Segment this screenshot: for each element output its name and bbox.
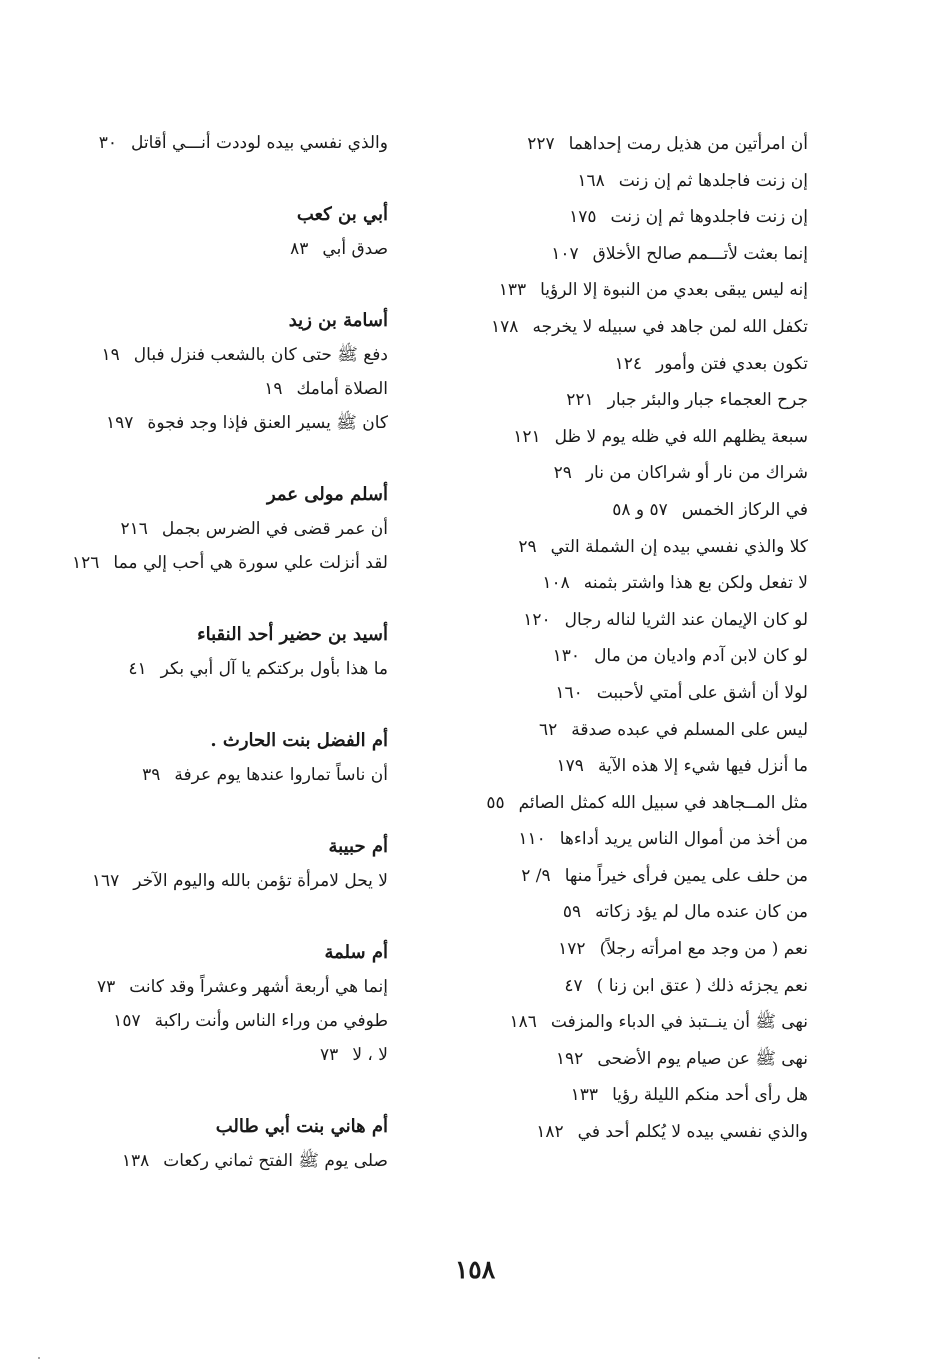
entry-page-ref: ٤٧ — [564, 975, 583, 996]
entry-text: كان ﷺ يسير العنق فإذا وجد فجوة — [147, 413, 388, 433]
entry-text: سبعة يظلهم الله في ظله يوم لا ظل — [554, 426, 808, 447]
section-gap — [58, 898, 388, 936]
index-entry — [478, 675, 808, 712]
entry-page-ref: ١٧٩ — [556, 756, 584, 777]
entry-page-ref: ١٩ — [264, 379, 283, 399]
index-entry — [58, 232, 388, 266]
entry-text: الصلاة أمامك — [296, 379, 388, 399]
entry-page-ref: ٨٣ — [290, 239, 309, 259]
entry-text: طوفي من وراء الناس وأنت راكبة — [154, 1011, 388, 1031]
index-entry — [58, 652, 388, 686]
entry-page-ref: ١٣٣ — [498, 280, 527, 301]
entry-text: إنما هي أربعة أشهر وعشراً وقد كانت — [129, 977, 388, 997]
entry-text: أن امرأتين من هذيل رمت إحداهما — [568, 134, 808, 154]
entry-page-ref: ١٣٨ — [121, 1151, 150, 1171]
index-entry — [478, 309, 808, 346]
entry-page-ref: ١٢٠ — [523, 609, 551, 630]
index-entry — [478, 821, 808, 858]
entry-text: والذي نفسي بيده لا يُكلم أحد في — [577, 1122, 808, 1143]
entry-page-ref: ١٧٨ — [491, 316, 519, 337]
index-entry — [478, 382, 808, 419]
index-entry — [478, 931, 808, 968]
entry-page-ref: ٩/ ٢ — [521, 865, 551, 886]
entry-page-ref: ١٠٧ — [551, 243, 579, 264]
index-entry — [478, 455, 808, 492]
section-gap — [58, 160, 388, 198]
index-entry — [478, 565, 808, 602]
entry-page-ref: ٢٢٧ — [527, 134, 555, 154]
section-gap — [58, 1072, 388, 1110]
entry-text: لو كان لابن آدم واديان من مال — [594, 646, 808, 667]
entry-page-ref: ١٧٥ — [569, 207, 597, 228]
entry-text: مثل المــجاهد في سبيل الله كمثل الصائم — [518, 792, 808, 813]
entry-page-ref: ١٠٨ — [542, 573, 570, 594]
entry-page-ref: ١٧٢ — [558, 939, 586, 960]
narrator-heading: أم هاني بنت أبي طالب — [215, 1116, 388, 1137]
index-entry — [478, 602, 808, 639]
entry-text: لا تفعل ولكن بع هذا واشتر بثمنه — [583, 573, 808, 594]
entry-page-ref: ٣٩ — [142, 765, 161, 785]
entry-text: لا ، لا — [352, 1045, 388, 1065]
entry-page-ref: ١٦٨ — [577, 170, 605, 191]
index-entry — [478, 163, 808, 200]
entry-text: ما أنزل فيها شيء إلا هذه الآية — [597, 756, 808, 777]
entry-page-ref: ٤١ — [128, 659, 147, 679]
entry-page-ref: ٢١٦ — [120, 519, 148, 539]
index-entry — [478, 1041, 808, 1078]
narrator-heading: أسلم مولى عمر — [266, 484, 388, 505]
entry-text: جرح العجماء جبار والبئر جبار — [607, 390, 808, 411]
entry-page-ref: ١٢٦ — [72, 553, 100, 573]
index-entry — [478, 1004, 808, 1041]
narrator-heading: أم الفضل بنت الحارث . — [210, 730, 388, 751]
entry-page-ref: ٧٣ — [320, 1045, 339, 1065]
index-entry — [478, 419, 808, 456]
index-entry — [58, 338, 388, 372]
entry-page-ref: ٢٩ — [518, 536, 537, 557]
index-entry — [478, 968, 808, 1005]
entry-text: من أخذ من أموال الناس يريد أداءها — [559, 829, 808, 850]
index-entry — [478, 1077, 808, 1114]
left-column — [58, 126, 388, 1178]
index-entry — [478, 492, 808, 529]
entry-page-ref: ٥٧ و ٥٨ — [612, 499, 668, 520]
section-gap — [58, 580, 388, 618]
right-column — [478, 126, 808, 1151]
entry-text: لولا أن أشق على أمتي لأحببت — [596, 682, 808, 703]
entry-text: تكفل الله لمن جاهد في سبيله لا يخرجه — [532, 316, 808, 337]
entry-page-ref: ١٨٦ — [509, 1012, 537, 1033]
entry-text: هل رأى أحد منكم الليلة رؤيا — [612, 1085, 808, 1106]
scan-speck — [38, 1357, 40, 1359]
entry-page-ref: ١٣٠ — [552, 646, 581, 667]
entry-page-ref: ١٢١ — [513, 426, 541, 447]
entry-page-ref: ٣٠ — [98, 133, 117, 153]
entry-text: تكون بعدي فتن وأمور — [656, 353, 808, 374]
entry-page-ref: ٢٢١ — [566, 390, 594, 411]
index-entry — [58, 372, 388, 406]
entry-page-ref: ١٦٧ — [91, 871, 120, 891]
entry-text: ما هذا بأول بركتكم يا آل أبي بكر — [160, 659, 388, 679]
index-entry — [58, 1144, 388, 1178]
entry-page-ref: ٢٩ — [553, 463, 572, 484]
index-entry — [478, 638, 808, 675]
entry-page-ref: ١٩٢ — [555, 1048, 584, 1069]
index-entry — [58, 1004, 388, 1038]
index-entry — [478, 272, 808, 309]
entry-text: أن عمر قضى في الضرس بجمل — [161, 519, 388, 539]
index-entry — [478, 236, 808, 273]
index-entry — [58, 864, 388, 898]
entry-page-ref: ١٩٧ — [106, 413, 134, 433]
entry-page-ref: ١٨٢ — [536, 1122, 564, 1143]
entry-page-ref: ١٢٤ — [614, 353, 642, 374]
entry-page-ref: ١٩ — [101, 345, 120, 365]
entry-page-ref: ٥٥ — [486, 792, 505, 813]
entry-text: صدق أبي — [322, 239, 388, 259]
section-gap — [58, 266, 388, 304]
index-entry — [58, 970, 388, 1004]
narrator-heading: أسامة بن زيد — [288, 310, 388, 331]
entry-text: صلى يوم ﷺ الفتح ثماني ركعات — [163, 1151, 388, 1171]
entry-text: إن زنت فاجلدها ثم إن زنت — [618, 170, 808, 191]
entry-text: إنه ليس يبقى بعدي من النبوة إلا الرؤيا — [540, 280, 808, 301]
section-gap — [58, 440, 388, 478]
index-entry — [58, 758, 388, 792]
narrator-heading: أسيد بن حضير أحد النقباء — [197, 624, 388, 645]
narrator-heading: أم سلمة — [324, 942, 388, 963]
index-entry — [478, 858, 808, 895]
entry-text: دفع ﷺ حتى كان بالشعب فنزل فبال — [133, 345, 388, 365]
index-entry — [478, 346, 808, 383]
index-entry — [478, 785, 808, 822]
index-entry — [58, 126, 388, 160]
entry-page-ref: ٦٢ — [538, 719, 558, 740]
entry-page-ref: ١٦٠ — [555, 682, 583, 703]
entry-text: نعم ( من وجد مع امرأته رجلاً) — [599, 939, 808, 960]
index-entry — [478, 529, 808, 566]
entry-text: كلا والذي نفسي بيده إن الشملة التي — [550, 536, 808, 557]
index-entry — [58, 1038, 388, 1072]
entry-page-ref: ١٥٧ — [113, 1011, 141, 1031]
index-entry — [478, 894, 808, 931]
narrator-heading: أم حبيبة — [328, 836, 388, 857]
page-number: ١٥٨ — [454, 1255, 496, 1284]
entry-page-ref: ٥٩ — [562, 902, 582, 923]
entry-text: أن ناساً تماروا عندها يوم عرفة — [174, 765, 388, 785]
entry-text: شراك من نار أو شراكان من نار — [585, 463, 808, 484]
entry-text: إن زنت فاجلدوها ثم إن زنت — [610, 207, 808, 228]
entry-page-ref: ٧٣ — [96, 977, 116, 997]
entry-page-ref: ١٣٣ — [570, 1085, 599, 1106]
entry-text: نهى ﷺ أن ينــتبذ في الدباء والمزفت — [550, 1012, 808, 1033]
index-entry — [478, 199, 808, 236]
narrator-sections — [58, 160, 388, 1178]
index-entry — [58, 546, 388, 580]
entry-text: من حلف على يمين فرأى خيراً منها — [564, 865, 808, 886]
entry-text: لقد أنزلت علي سورة هي أحب إلي مما — [113, 553, 388, 573]
entry-text: نهى ﷺ عن صيام يوم الأضحى — [597, 1048, 808, 1069]
entry-text: في الركاز الخمس — [681, 499, 808, 520]
index-entry — [478, 126, 808, 163]
entry-text: والذي نفسي بيده لوددت أنـــي أقاتل — [130, 133, 388, 153]
entry-page-ref: ١١٠ — [518, 829, 546, 850]
entry-text: نعم يجزئه ذلك ( عتق ابن زنا ) — [596, 975, 808, 996]
index-entry — [58, 512, 388, 546]
index-entry — [478, 1114, 808, 1151]
entry-text: لو كان الإيمان عند الثريا لناله رجال — [564, 609, 808, 630]
entry-text: إنما بعثت لأتـــمم صالح الأخلاق — [592, 243, 808, 264]
entry-text: من كان عنده مال لم يؤد زكاته — [595, 902, 808, 923]
index-entry — [478, 748, 808, 785]
entry-text: لا يحل لامرأة تؤمن بالله واليوم الآخر — [133, 871, 388, 891]
section-gap — [58, 792, 388, 830]
narrator-heading: أبي بن كعب — [296, 204, 388, 225]
index-entry — [478, 712, 808, 749]
entry-text: ليس على المسلم في عبده صدقة — [571, 719, 808, 740]
section-gap — [58, 686, 388, 724]
index-entry — [58, 406, 388, 440]
